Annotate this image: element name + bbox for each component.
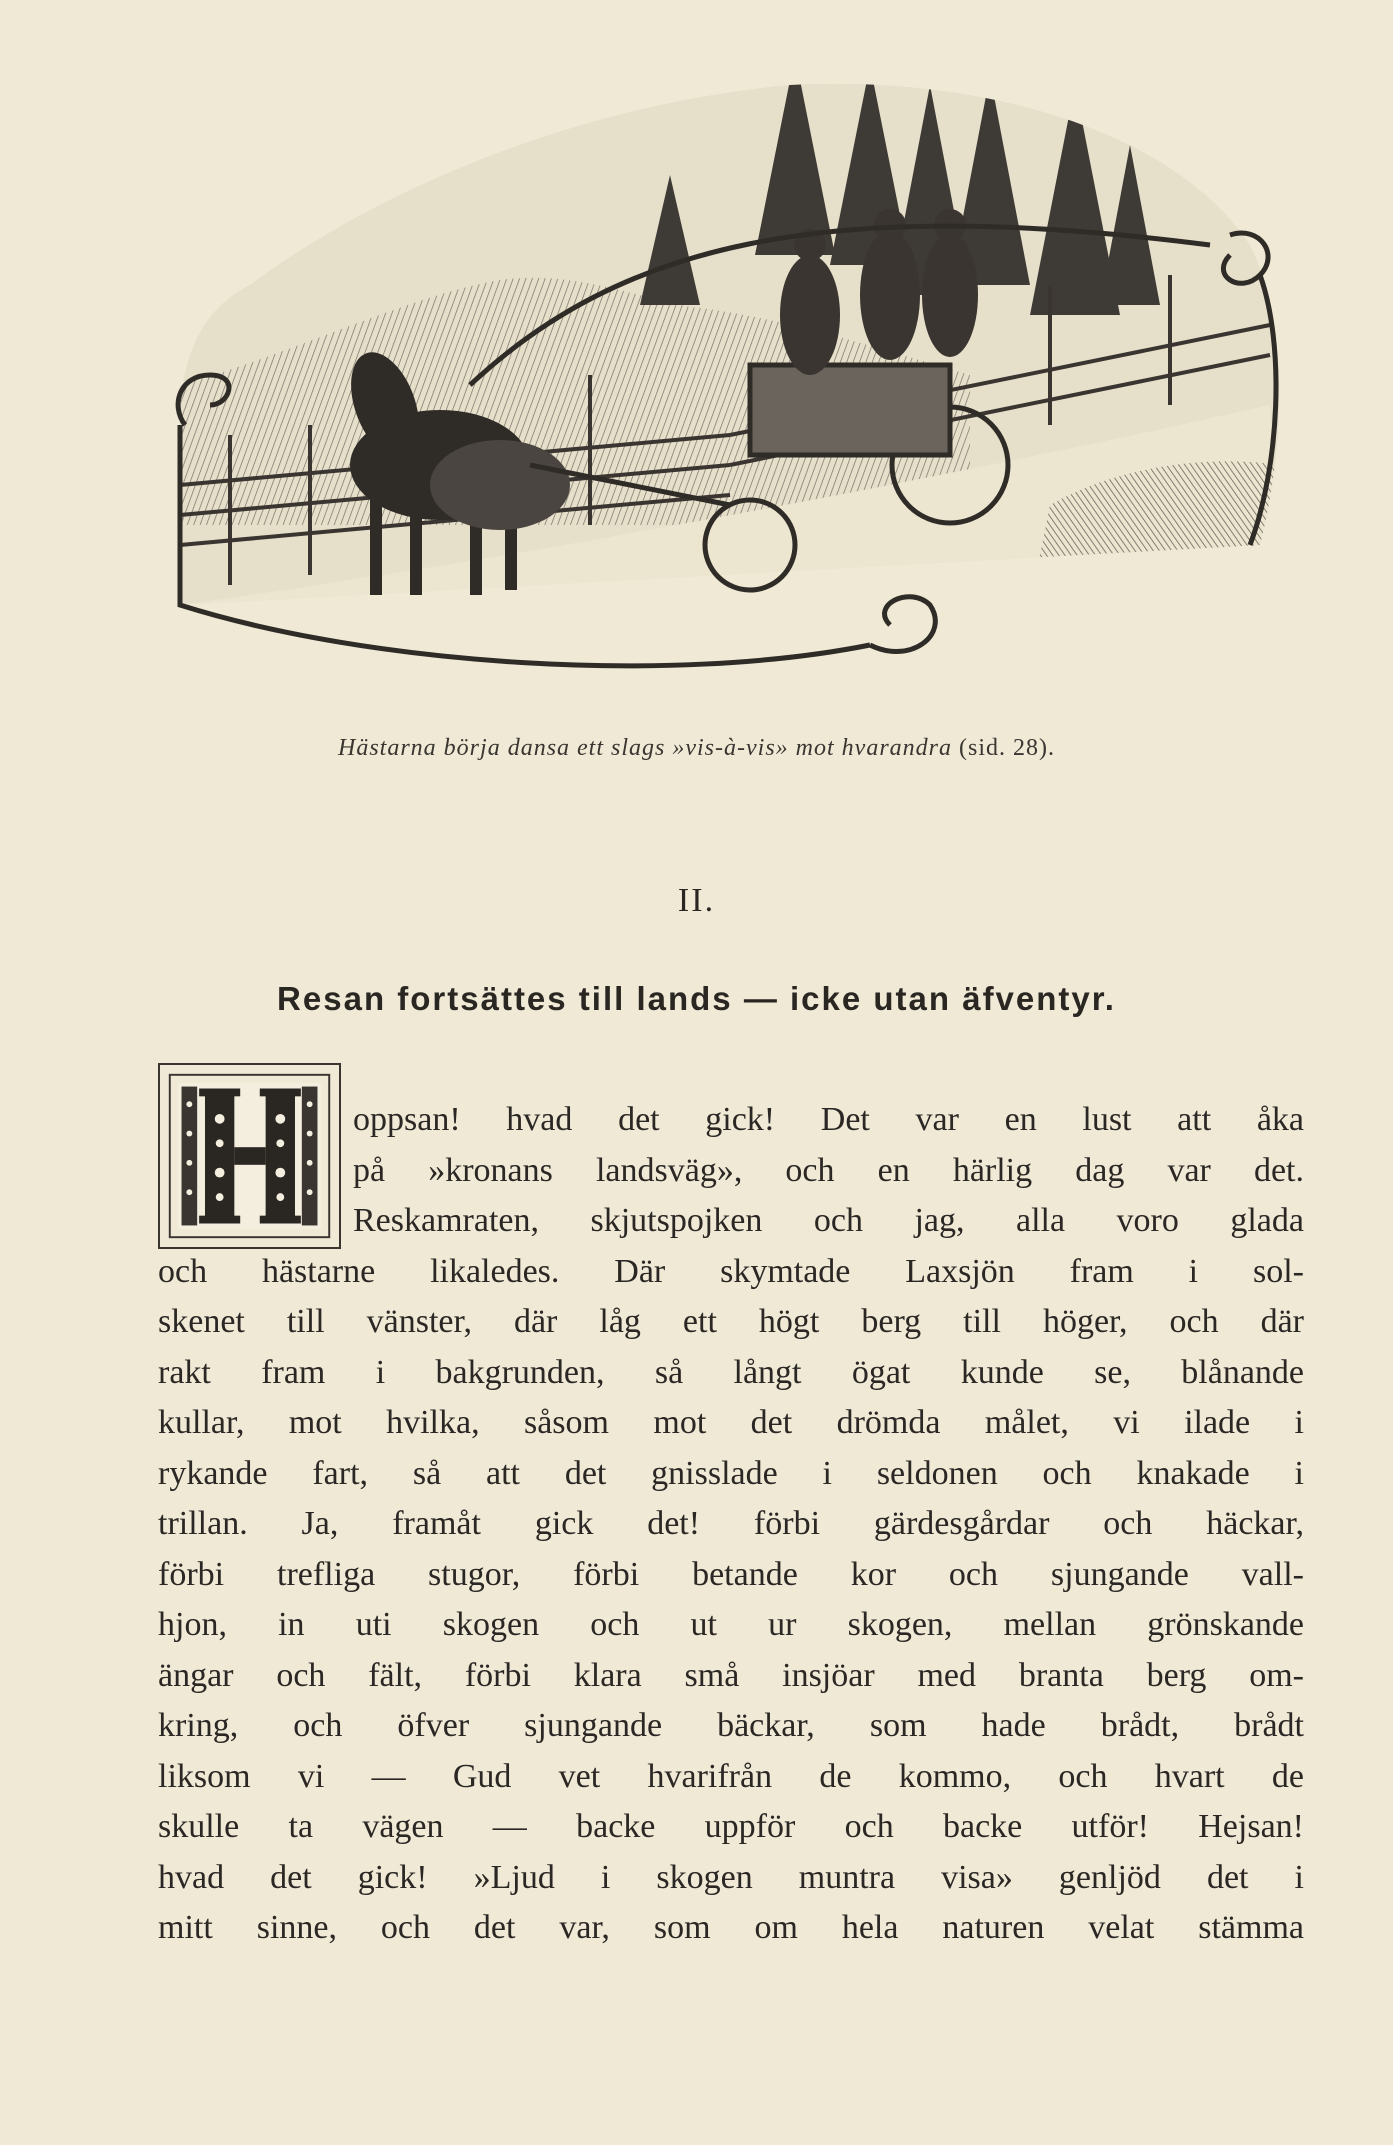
chapter-body-text [158,1095,1304,1954]
text-line: Reskamraten, skjutspojken och jag, alla voro glada [353,1202,1304,1239]
text-line: förbi trefliga stugor, förbi betande kor och sjungande vall- [158,1555,1304,1593]
chapter-title: Resan fortsättes till lands — icke utan äfventyr. [277,980,1116,1017]
text-line: på »kronans landsväg», och en härlig dag var det. [353,1151,1304,1189]
text-line: oppsan! hvad det gick! Det var en lust att åka [353,1101,1304,1138]
text-line: hvad det gick! »Ljud i skogen muntra visa» genljöd det i [158,1858,1304,1896]
caption-text: Hästarna börja dansa ett slags »vis-à-vis» mot hvarandra [338,735,952,761]
text-line: hjon, in uti skogen och ut ur skogen, mellan grönskande [158,1606,1304,1643]
text-line: rykande fart, så att det gnisslade i seldonen och knakade i [158,1454,1304,1492]
text-line: och hästarne likaledes. Där skymtade Laxsjön fram i sol- [158,1252,1304,1290]
caption-page-reference: (sid. 28). [959,735,1055,761]
text-line: ängar och fält, förbi klara små insjöar med branta berg om- [158,1656,1304,1694]
horse-carriage-engraving-icon [170,45,1295,705]
text-line: rakt fram i bakgrunden, så långt ögat kunde se, blånande [158,1353,1304,1391]
text-line: liksom vi — Gud vet hvarifrån de kommo, och hvart de [158,1757,1304,1795]
chapter-number: II. [677,882,716,919]
text-line: skulle ta vägen — backe uppför och backe utför! Hejsan! [158,1808,1304,1845]
text-line: skenet till vänster, där låg ett högt berg till höger, och där [158,1303,1304,1340]
text-line: mitt sinne, och det var, som om hela naturen velat stämma [158,1909,1304,1946]
illustration-caption [0,735,1393,762]
horse-carriage-illustration [170,45,1295,705]
text-line: trillan. Ja, framåt gick det! förbi gärdesgårdar och häckar, [158,1505,1304,1542]
text-line: kring, och öfver sjungande bäckar, som hade brådt, brådt [158,1707,1304,1744]
text-line: kullar, mot hvilka, såsom mot det drömda målet, vi ilade i [158,1404,1304,1441]
